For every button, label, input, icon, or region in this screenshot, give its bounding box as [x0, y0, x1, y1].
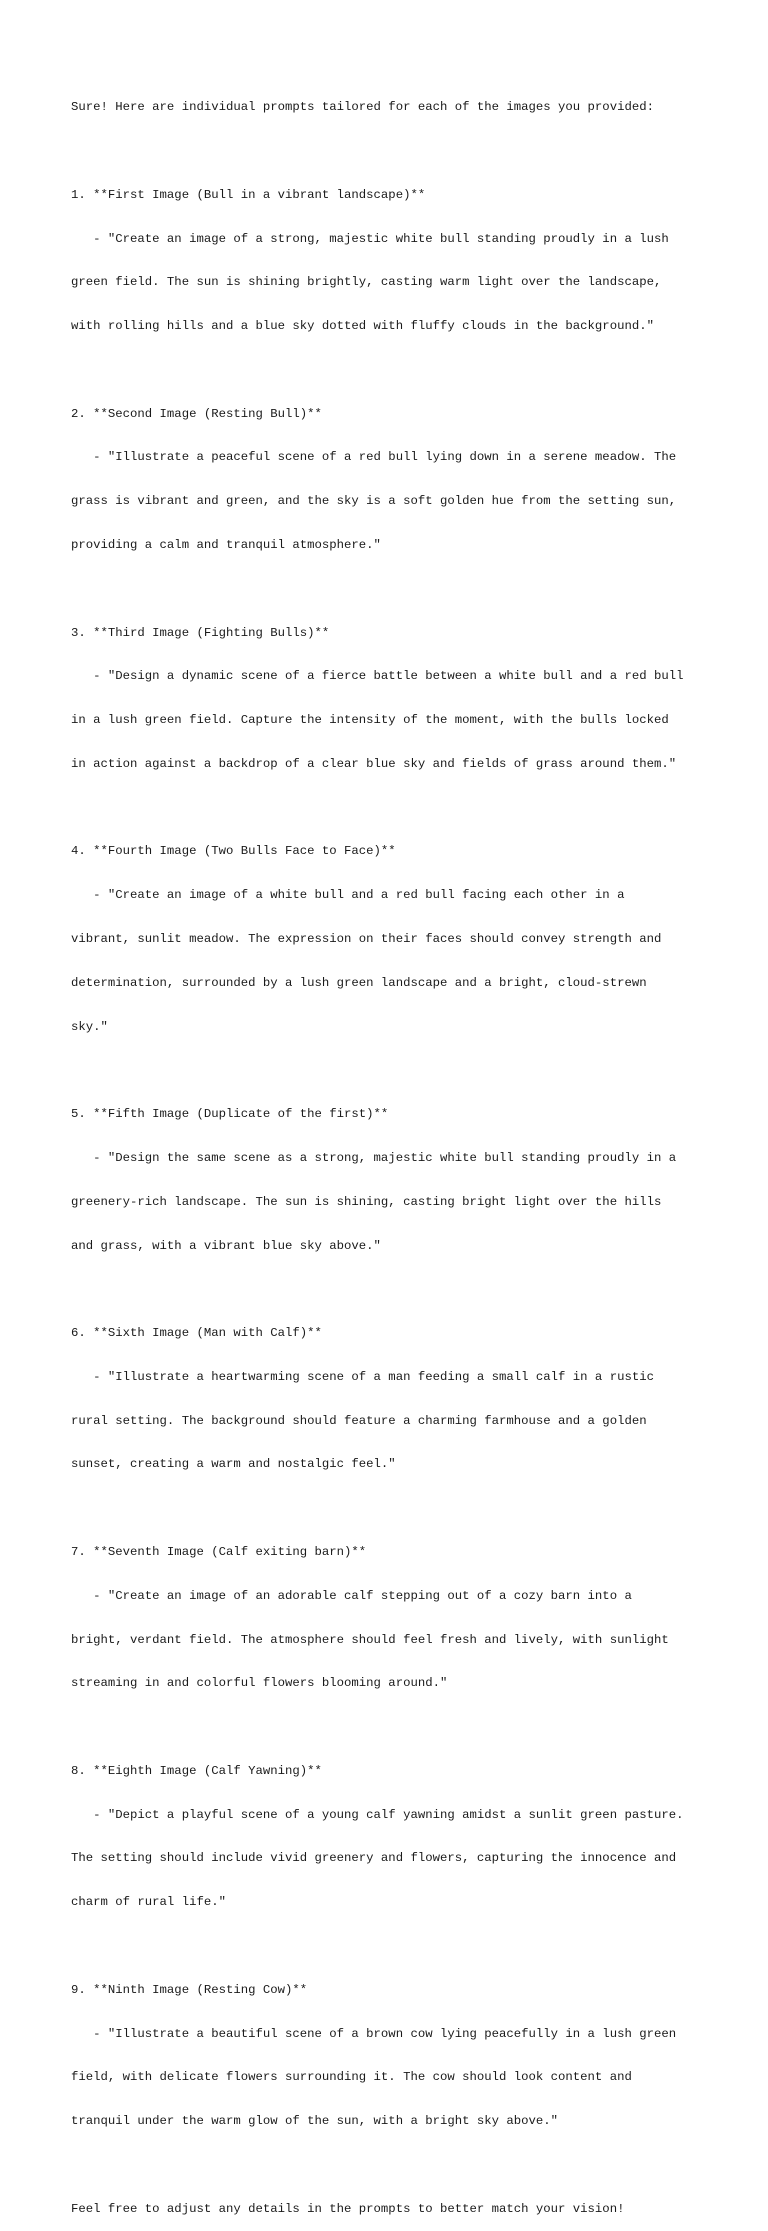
prompt-1-text: with rolling hills and a blue sky dotted with fluffy clouds in the background."	[71, 319, 654, 334]
blank-line	[71, 582, 711, 597]
prompt-6-heading: 6. **Sixth Image (Man with Calf)**	[71, 1326, 322, 1341]
blank-line	[71, 144, 711, 159]
document-text	[71, 71, 711, 2231]
prompt-2-text: grass is vibrant and green, and the sky is a soft golden hue from the setting sun,	[71, 494, 677, 509]
prompt-7-heading: 7. **Seventh Image (Calf exiting barn)**	[71, 1544, 367, 1559]
blank-line	[71, 1063, 711, 1078]
prompt-3-heading: 3. **Third Image (Fighting Bulls)**	[71, 625, 330, 640]
prompt-3-text: - "Design a dynamic scene of a fierce battle between a white bull and a red bull	[71, 669, 684, 684]
prompt-2-heading: 2. **Second Image (Resting Bull)**	[71, 406, 322, 421]
prompt-5-text: greenery-rich landscape. The sun is shining, casting bright light over the hills	[71, 1194, 662, 1209]
prompt-8-text: The setting should include vivid greenery and flowers, capturing the innocence and	[71, 1851, 677, 1866]
prompt-7-text: bright, verdant field. The atmosphere should feel fresh and lively, with sunlight	[71, 1632, 669, 1647]
blank-line	[71, 1939, 711, 1954]
prompt-6-text: - "Illustrate a heartwarming scene of a man feeding a small calf in a rustic	[71, 1369, 654, 1384]
blank-line	[71, 1501, 711, 1516]
prompt-2-text: - "Illustrate a peaceful scene of a red bull lying down in a serene meadow. The	[71, 450, 677, 465]
blank-line	[71, 801, 711, 816]
prompt-9-text: tranquil under the warm glow of the sun, with a bright sky above."	[71, 2114, 559, 2129]
closing-line: Feel free to adjust any details in the prompts to better match your vision!	[71, 2201, 625, 2216]
prompt-8-heading: 8. **Eighth Image (Calf Yawning)**	[71, 1763, 322, 1778]
prompt-9-text: - "Illustrate a beautiful scene of a brown cow lying peacefully in a lush green	[71, 2026, 677, 2041]
prompt-1-heading: 1. **First Image (Bull in a vibrant landscape)**	[71, 187, 426, 202]
prompt-7-text: - "Create an image of an adorable calf stepping out of a cozy barn into a	[71, 1588, 632, 1603]
intro-line: Sure! Here are individual prompts tailored for each of the images you provided:	[71, 100, 654, 115]
prompt-4-text: determination, surrounded by a lush green landscape and a bright, cloud-strewn	[71, 975, 647, 990]
prompt-5-heading: 5. **Fifth Image (Duplicate of the first)**	[71, 1107, 389, 1122]
blank-line	[71, 363, 711, 378]
prompt-4-text: sky."	[71, 1019, 108, 1034]
prompt-1-text: - "Create an image of a strong, majestic white bull standing proudly in a lush	[71, 231, 669, 246]
prompt-1-text: green field. The sun is shining brightly, casting warm light over the landscape,	[71, 275, 662, 290]
prompt-4-heading: 4. **Fourth Image (Two Bulls Face to Face)**	[71, 844, 396, 859]
prompt-4-text: vibrant, sunlit meadow. The expression on their faces should convey strength and	[71, 932, 662, 947]
blank-line	[71, 1282, 711, 1297]
prompt-3-text: in a lush green field. Capture the intensity of the moment, with the bulls locked	[71, 713, 669, 728]
blank-line	[71, 1720, 711, 1735]
prompt-8-text: - "Depict a playful scene of a young calf yawning amidst a sunlit green pasture.	[71, 1807, 684, 1822]
prompt-2-text: providing a calm and tranquil atmosphere."	[71, 538, 381, 552]
prompt-4-text: - "Create an image of a white bull and a red bull facing each other in a	[71, 888, 625, 903]
prompt-7-text: streaming in and colorful flowers blooming around."	[71, 1676, 448, 1691]
prompt-9-heading: 9. **Ninth Image (Resting Cow)**	[71, 1982, 308, 1997]
prompt-3-text: in action against a backdrop of a clear blue sky and fields of grass around them."	[71, 756, 677, 771]
prompt-8-text: charm of rural life."	[71, 1895, 226, 1910]
prompt-6-text: sunset, creating a warm and nostalgic feel."	[71, 1457, 396, 1472]
prompt-5-text: and grass, with a vibrant blue sky above."	[71, 1238, 381, 1253]
prompt-6-text: rural setting. The background should feature a charming farmhouse and a golden	[71, 1413, 647, 1428]
prompt-5-text: - "Design the same scene as a strong, majestic white bull standing proudly in a	[71, 1150, 677, 1165]
prompt-9-text: field, with delicate flowers surrounding it. The cow should look content and	[71, 2070, 632, 2085]
blank-line	[71, 2158, 711, 2173]
